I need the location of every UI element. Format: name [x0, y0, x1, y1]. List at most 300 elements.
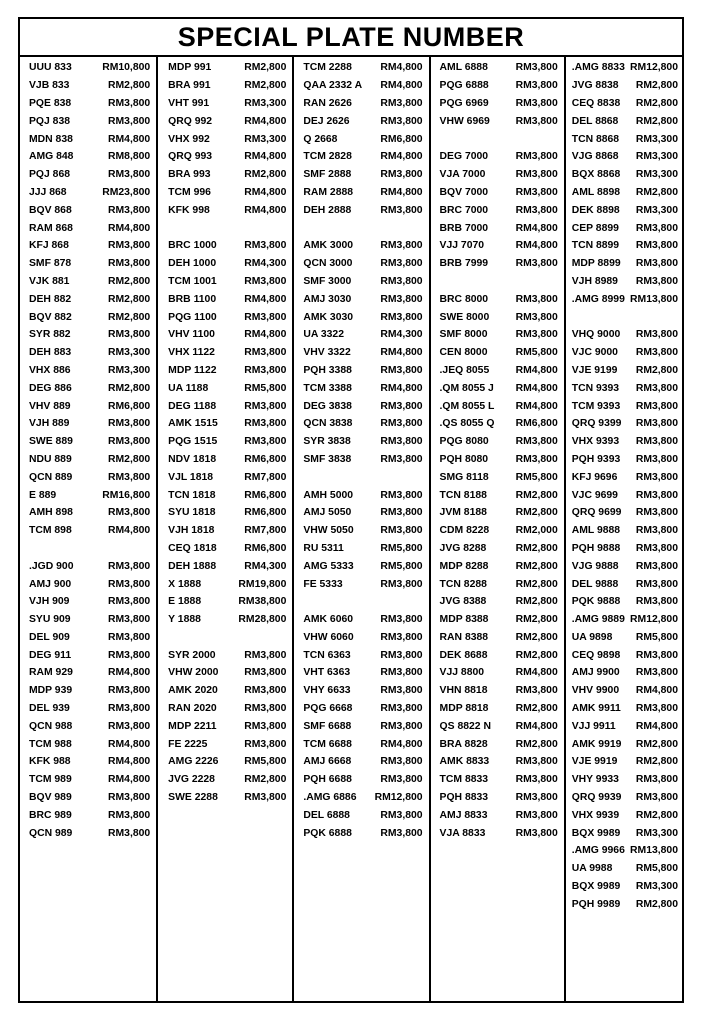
plate-price: RM2,800: [244, 80, 287, 92]
plate-row: [440, 824, 558, 842]
plate-number: AMG 848: [29, 151, 74, 163]
plate-price: RM4,800: [515, 667, 558, 679]
plate-number: RAM 2888: [303, 186, 354, 198]
plate-number: JVG 8838: [571, 80, 619, 92]
plate-price: RM4,800: [635, 720, 678, 732]
plate-number: VJH 909: [29, 596, 70, 608]
plate-price: RM7,800: [244, 471, 287, 483]
plate-number: PQJ 838: [29, 115, 71, 127]
plate-row: [29, 397, 150, 415]
plate-row: [29, 290, 150, 308]
plate-row: [440, 468, 558, 486]
plate-number: BRC 1000: [168, 240, 217, 252]
plate-price: RM3,800: [635, 489, 678, 501]
plate-column-2: [156, 57, 292, 1003]
plate-row: [303, 59, 422, 77]
plate-price: RM3,800: [635, 436, 678, 448]
plate-number: TCN 1818: [168, 489, 216, 501]
plate-price: RM3,800: [108, 631, 151, 643]
plate-price: RM3,800: [380, 115, 423, 127]
plate-number: AML 6888: [439, 62, 488, 74]
plate-row: [168, 468, 286, 486]
plate-row: [168, 308, 286, 326]
plate-price: RM6,800: [244, 542, 287, 554]
plate-row: [29, 468, 150, 486]
plate-row: [440, 806, 558, 824]
plate-row: [168, 255, 286, 273]
plate-price: RM4,800: [244, 293, 287, 305]
plate-row: [440, 700, 558, 718]
plate-price: RM3,800: [380, 311, 423, 323]
plate-price: RM3,800: [515, 115, 558, 127]
plate-price: RM4,800: [515, 222, 558, 234]
plate-row: [29, 629, 150, 647]
plate-row: [168, 540, 286, 558]
plate-row: [303, 629, 422, 647]
plate-row: [168, 59, 286, 77]
plate-number: .AMG 6886: [303, 792, 357, 804]
plate-price: RM3,800: [244, 418, 287, 430]
plate-number: AMK 3030: [303, 311, 354, 323]
plate-number: E 889: [29, 489, 57, 501]
plate-number: PQH 9888: [571, 542, 621, 554]
plate-number: TCN 8188: [439, 489, 487, 501]
plate-price: RM3,800: [380, 649, 423, 661]
plate-row: [572, 557, 678, 575]
plate-price: RM3,800: [244, 703, 287, 715]
plate-row: [572, 468, 678, 486]
plate-number: BRB 7999: [439, 258, 489, 270]
plate-price: RM2,800: [635, 186, 678, 198]
price-sheet: [18, 17, 684, 1003]
plate-row: [572, 717, 678, 735]
plate-row: [29, 824, 150, 842]
plate-row: [168, 753, 286, 771]
plate-row: [572, 362, 678, 380]
plate-number: BRB 1100: [168, 293, 217, 305]
plate-price: RM6,800: [244, 507, 287, 519]
plate-row: [29, 611, 150, 629]
plate-number: VHX 9939: [571, 809, 620, 821]
plate-price: RM4,800: [244, 186, 287, 198]
plate-price: RM13,800: [630, 293, 678, 305]
plate-row: [168, 148, 286, 166]
plate-row: [440, 237, 558, 255]
plate-row: [572, 824, 678, 842]
plate-row: [29, 575, 150, 593]
plate-number: BRC 989: [29, 809, 72, 821]
plate-number: AMK 8833: [439, 756, 490, 768]
plate-row: [303, 148, 422, 166]
plate-row: [572, 789, 678, 807]
page-title: SPECIAL PLATE NUMBER: [20, 19, 682, 57]
plate-number: KFJ 9696: [571, 471, 618, 483]
plate-row: [303, 522, 422, 540]
plate-row: [29, 308, 150, 326]
plate-price: RM2,800: [515, 631, 558, 643]
plate-price: RM12,800: [630, 614, 678, 626]
plate-row: [572, 646, 678, 664]
plate-number: .QS 8055 Q: [439, 418, 495, 430]
plate-price: RM7,800: [244, 525, 287, 537]
plate-row: [168, 611, 286, 629]
plate-price: RM3,800: [635, 542, 678, 554]
plate-price: RM4,800: [380, 62, 423, 74]
plate-row: [29, 522, 150, 540]
plate-row: [440, 593, 558, 611]
plate-price: RM6,800: [515, 418, 558, 430]
plate-price: RM2,800: [244, 169, 287, 181]
plate-price: RM4,800: [515, 400, 558, 412]
plate-row: [29, 130, 150, 148]
plate-price: RM3,800: [380, 364, 423, 376]
plate-number: QRQ 993: [168, 151, 213, 163]
plate-row: [303, 789, 422, 807]
plate-number: TCM 2288: [303, 62, 352, 74]
plate-row: [440, 59, 558, 77]
plate-price: RM3,800: [380, 525, 423, 537]
plate-row: [440, 771, 558, 789]
plate-price: RM3,800: [108, 560, 151, 572]
plate-price: RM4,300: [244, 560, 287, 572]
plate-row: [572, 415, 678, 433]
plate-number: BRA 993: [168, 169, 211, 181]
plate-price: RM3,800: [380, 614, 423, 626]
plate-number: UUU 833: [29, 62, 72, 74]
plate-number: DEG 3838: [303, 400, 352, 412]
plate-row: [168, 522, 286, 540]
plate-number: SWE 2288: [168, 792, 218, 804]
plate-price: RM2,800: [635, 898, 678, 910]
plate-price: RM3,800: [244, 364, 287, 376]
plate-row: [168, 379, 286, 397]
plate-price: RM3,800: [244, 738, 287, 750]
plate-row: [168, 646, 286, 664]
plate-row: [303, 255, 422, 273]
plate-row: [29, 326, 150, 344]
plate-number: AML 8898: [571, 186, 621, 198]
plate-price: RM3,800: [380, 400, 423, 412]
plate-number: DEG 886: [29, 382, 72, 394]
plate-price: RM3,800: [108, 649, 151, 661]
plate-price: RM6,800: [244, 453, 287, 465]
plate-row: [440, 629, 558, 647]
plate-row: [440, 112, 558, 130]
plate-row: [168, 362, 286, 380]
plate-number: SMG 8118: [439, 471, 489, 483]
plate-price: RM2,800: [635, 809, 678, 821]
plate-row: [440, 717, 558, 735]
plate-number: BQV 7000: [439, 186, 489, 198]
plate-price: RM3,800: [515, 329, 558, 341]
plate-number: JVM 8188: [439, 507, 487, 519]
plate-price: RM3,800: [380, 827, 423, 839]
plate-number: TCN 9393: [571, 382, 620, 394]
plate-row: [572, 379, 678, 397]
plate-row: [29, 753, 150, 771]
plate-price: RM3,800: [380, 631, 423, 643]
plate-price: RM3,300: [635, 151, 678, 163]
plate-number: MDP 8899: [571, 258, 621, 270]
plate-number: BRA 991: [168, 80, 211, 92]
plate-number: VJJ 8800: [439, 667, 485, 679]
plate-number: DEL 6888: [303, 809, 350, 821]
plate-number: Q 2668: [303, 133, 338, 145]
plate-price: RM3,800: [108, 507, 151, 519]
plate-price: RM3,800: [108, 792, 151, 804]
plate-row: [303, 344, 422, 362]
plate-price: RM38,800: [238, 596, 287, 608]
plate-number: PQG 1515: [168, 436, 218, 448]
plate-number: PQG 8080: [439, 436, 489, 448]
plate-row: [29, 77, 150, 95]
plate-row: [572, 148, 678, 166]
plate-number: NDV 1818: [168, 453, 217, 465]
plate-price: RM3,800: [244, 347, 287, 359]
plate-number: BQV 868: [29, 204, 72, 216]
plate-number: VJC 9000: [571, 347, 618, 359]
plate-number: DEL 8868: [571, 115, 619, 127]
plate-price: RM3,800: [244, 685, 287, 697]
plate-number: PQH 8833: [439, 792, 489, 804]
plate-number: QRQ 9699: [571, 507, 622, 519]
plate-row: [168, 184, 286, 202]
plate-number: VHX 886: [29, 364, 71, 376]
plate-row: [440, 290, 558, 308]
plate-row: [303, 95, 422, 113]
plate-number: MDP 2211: [168, 720, 217, 732]
plate-price: RM3,800: [380, 489, 423, 501]
plate-price: RM4,800: [108, 133, 151, 145]
plate-price: RM2,800: [515, 614, 558, 626]
plate-price: RM3,800: [515, 62, 558, 74]
plate-row: [168, 112, 286, 130]
plate-price: RM3,800: [635, 792, 678, 804]
plate-number: QCN 989: [29, 827, 73, 839]
plate-price: RM10,800: [102, 62, 151, 74]
plate-number: CDM 8228: [439, 525, 490, 537]
plate-number: VHV 3322: [303, 347, 351, 359]
plate-row: [168, 486, 286, 504]
plate-row: [572, 611, 678, 629]
plate-number: PQH 6688: [303, 774, 352, 786]
plate-price: RM4,300: [380, 329, 423, 341]
plate-row: [168, 575, 286, 593]
plate-number: AMK 3000: [303, 240, 354, 252]
plate-row: [440, 664, 558, 682]
plate-price: RM6,800: [108, 400, 151, 412]
plate-price: RM12,800: [374, 792, 423, 804]
plate-row: [303, 753, 422, 771]
plate-number: CEQ 8838: [571, 97, 621, 109]
plate-price: RM2,800: [635, 756, 678, 768]
plate-price: RM2,800: [108, 275, 151, 287]
plate-price: RM2,800: [635, 80, 678, 92]
plate-row: [572, 504, 678, 522]
plate-number: TCM 8833: [439, 774, 489, 786]
plate-price: RM3,800: [380, 258, 423, 270]
plate-row: [303, 415, 422, 433]
plate-price: RM8,800: [108, 151, 151, 163]
plate-row: [29, 806, 150, 824]
plate-price: RM2,800: [515, 649, 558, 661]
plate-row: [168, 451, 286, 469]
plate-price: RM3,800: [108, 703, 151, 715]
plate-number: DEH 883: [29, 347, 72, 359]
plate-row: [572, 201, 678, 219]
plate-price: RM3,800: [380, 667, 423, 679]
plate-row: [168, 166, 286, 184]
plate-price: RM4,800: [108, 525, 151, 537]
plate-number: PQG 1100: [168, 311, 217, 323]
plate-row: [303, 362, 422, 380]
plate-price: RM2,800: [515, 507, 558, 519]
plate-number: UA 9898: [571, 631, 613, 643]
plate-row: [29, 682, 150, 700]
plate-price: RM16,800: [102, 489, 151, 501]
plate-number: DEL 939: [29, 703, 70, 715]
plate-price: RM2,800: [635, 97, 678, 109]
plate-number: DEK 8898: [571, 204, 620, 216]
plate-price: RM5,800: [635, 631, 678, 643]
plate-number: QCN 3000: [303, 258, 353, 270]
plate-row: [572, 451, 678, 469]
plate-price: RM3,800: [515, 151, 558, 163]
plate-price: RM3,300: [108, 347, 151, 359]
plate-row: [572, 290, 678, 308]
plate-row: [168, 237, 286, 255]
plate-row: [168, 735, 286, 753]
plate-row: [168, 789, 286, 807]
plate-number: VJG 8868: [571, 151, 619, 163]
plate-price: RM3,800: [635, 507, 678, 519]
plate-number: RAM 929: [29, 667, 73, 679]
plate-row: [29, 771, 150, 789]
plate-row: [168, 664, 286, 682]
plate-price: RM4,800: [108, 756, 151, 768]
plate-price: RM3,800: [515, 97, 558, 109]
plate-number: VHY 6633: [303, 685, 351, 697]
plate-number: VHX 992: [168, 133, 210, 145]
plate-price: RM3,300: [244, 133, 287, 145]
plate-row: [440, 433, 558, 451]
plate-price: RM4,800: [108, 774, 151, 786]
plate-column-5: [564, 57, 682, 1003]
plate-row: [168, 273, 286, 291]
plate-number: RAM 868: [29, 222, 73, 234]
plate-row: [572, 771, 678, 789]
plate-number: BQV 882: [29, 311, 72, 323]
plate-number: KFK 988: [29, 756, 71, 768]
plate-number: QAA 2332 A: [303, 80, 363, 92]
plate-price: RM3,800: [635, 649, 678, 661]
plate-row: [168, 682, 286, 700]
plate-row: [572, 397, 678, 415]
plate-price: RM3,800: [635, 400, 678, 412]
plate-number: FE 2225: [168, 738, 208, 750]
plate-number: TCM 1001: [168, 275, 217, 287]
plate-price: RM2,800: [515, 542, 558, 554]
plate-row: [168, 504, 286, 522]
plate-row: [303, 504, 422, 522]
plate-number: PQH 9989: [571, 898, 621, 910]
plate-number: QS 8822 N: [439, 720, 491, 732]
plate-number: SMF 3000: [303, 275, 352, 287]
plate-price: RM2,800: [244, 774, 287, 786]
plate-row: [440, 379, 558, 397]
plate-price: RM19,800: [238, 578, 287, 590]
plate-row: [572, 255, 678, 273]
plate-row: [29, 59, 150, 77]
plate-number: AMK 9919: [571, 738, 622, 750]
plate-number: .JEQ 8055: [439, 364, 490, 376]
plate-price: RM4,800: [244, 329, 287, 341]
plate-row: [303, 664, 422, 682]
plate-row: [572, 895, 678, 913]
plate-row: [29, 717, 150, 735]
plate-row: [303, 112, 422, 130]
plate-row: [29, 451, 150, 469]
plate-row: [29, 504, 150, 522]
plate-row: [29, 344, 150, 362]
plate-price: RM4,800: [244, 115, 287, 127]
plate-number: VHW 6969: [439, 115, 490, 127]
plate-number: AML 9888: [571, 525, 621, 537]
plate-number: VJE 9919: [571, 756, 618, 768]
plate-number: SMF 8000: [439, 329, 488, 341]
plate-number: QRQ 9399: [571, 418, 622, 430]
plate-price: RM3,800: [380, 756, 423, 768]
plate-row: [440, 326, 558, 344]
plate-price: RM3,800: [380, 774, 423, 786]
plate-row: [440, 201, 558, 219]
plate-row: [572, 700, 678, 718]
plate-row: [440, 95, 558, 113]
plate-number: BRC 7000: [439, 204, 489, 216]
plate-number: SYR 3838: [303, 436, 351, 448]
plate-price: RM3,800: [244, 720, 287, 732]
plate-number: VJJ 9911: [571, 720, 616, 732]
plate-price: RM3,800: [244, 436, 287, 448]
plate-row: [303, 184, 422, 202]
plate-column-3: [292, 57, 428, 1003]
plate-price: RM3,800: [108, 596, 151, 608]
plate-price: RM2,800: [515, 703, 558, 715]
plate-price: RM4,800: [108, 222, 151, 234]
plate-number: DEJ 2626: [303, 115, 350, 127]
plate-price: RM3,800: [635, 596, 678, 608]
plate-row: [29, 201, 150, 219]
plate-price: RM3,800: [108, 418, 151, 430]
plate-row: [168, 557, 286, 575]
plate-number: RAN 8388: [439, 631, 489, 643]
plate-number: UA 9988: [571, 863, 613, 875]
plate-row: [440, 486, 558, 504]
plate-price: RM3,800: [380, 436, 423, 448]
plate-row: [440, 184, 558, 202]
plate-price: RM3,800: [635, 222, 678, 234]
plate-number: PQK 6888: [303, 827, 352, 839]
plate-row: [572, 806, 678, 824]
plate-price: RM5,800: [635, 863, 678, 875]
plate-number: TCN 8288: [439, 578, 487, 590]
plate-row: [303, 130, 422, 148]
plate-price: RM4,800: [380, 186, 423, 198]
plate-number: TCM 9393: [571, 400, 621, 412]
plate-row: [440, 397, 558, 415]
plate-row: [572, 575, 678, 593]
plate-number: KFK 998: [168, 204, 210, 216]
